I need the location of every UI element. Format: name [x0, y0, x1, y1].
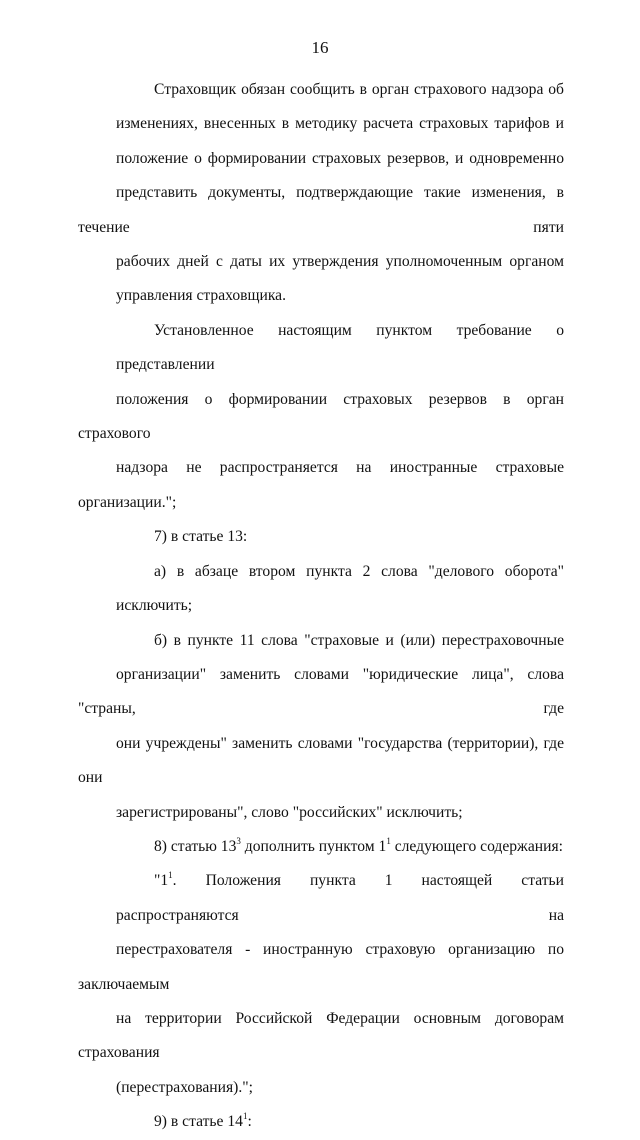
text-line: 7) в статье 13:	[154, 528, 248, 546]
text-line: (перестрахования).";	[116, 1078, 253, 1096]
text-line	[78, 864, 564, 933]
item8-text-1: 8) статью 13	[154, 837, 237, 855]
text-line: положения о формировании страховых резервов в орган страхового	[78, 390, 564, 443]
paragraph-insurer-obligation	[78, 73, 564, 314]
superscript: 1	[242, 1111, 248, 1122]
text-line: перестрахователя - иностранную страховую организацию по заключаемым	[78, 941, 564, 993]
superscript: 1	[168, 870, 173, 881]
paragraph-requirement-exception	[78, 314, 564, 520]
text-line: представить документы, подтверждающие такие изменения, в течение пяти	[78, 184, 564, 236]
text-line	[78, 1105, 564, 1139]
superscript: 3	[236, 835, 241, 846]
text-line: зарегистрированы", слово "российских" исключить;	[116, 803, 463, 821]
item8-text-3: следующего содержания:	[390, 837, 563, 855]
text-line: изменениях, внесенных в методику расчета страховых тарифов и	[116, 115, 564, 133]
text-line: на территории Российской Федерации основным договорам страхования	[78, 1009, 564, 1062]
text-line: они учреждены" заменить словами "государства (территории), где они	[78, 734, 564, 787]
superscript: 1	[386, 835, 391, 846]
item9-text-2: :	[247, 1113, 252, 1131]
paragraph-item-7	[78, 520, 564, 554]
paragraph-item-8	[78, 830, 564, 864]
paragraph-item-9	[78, 1105, 564, 1139]
text-line: а) в абзаце втором пункта 2 слова "делового оборота" исключить;	[116, 562, 564, 615]
text-line: Страховщик обязан сообщить в орган страхового надзора об	[154, 81, 564, 98]
text-line: управления страховщика.	[116, 287, 287, 305]
text-line: положение о формировании страховых резервов, и одновременно	[116, 149, 564, 167]
paragraph-quoted-amendment	[78, 864, 564, 1105]
item8-text-2: дополнить пунктом 1	[240, 837, 387, 855]
text-line: рабочих дней с даты их утверждения уполномоченным органом	[116, 253, 564, 271]
text-line: б) в пункте 11 слова "страховые и (или) перестраховочные	[154, 631, 564, 649]
paragraph-item-7b	[78, 624, 564, 830]
text-line	[78, 830, 564, 864]
document-body	[78, 73, 564, 1140]
text-line: надзора не распространяется на иностранные страховые организации.";	[78, 459, 564, 511]
quote-line-1-rest: . Положения пункта 1 настоящей статьи распространяются на	[116, 872, 564, 924]
paragraph-item-7a	[78, 555, 564, 624]
text-line: организации" заменить словами "юридические лица", слова "страны, где	[78, 665, 564, 718]
page-number: 16	[311, 38, 329, 57]
quote-open: "1	[154, 872, 169, 890]
text-line: Установленное настоящим пунктом требование о представлении	[116, 321, 564, 374]
item9-text-1: 9) в статье 14	[154, 1113, 243, 1131]
